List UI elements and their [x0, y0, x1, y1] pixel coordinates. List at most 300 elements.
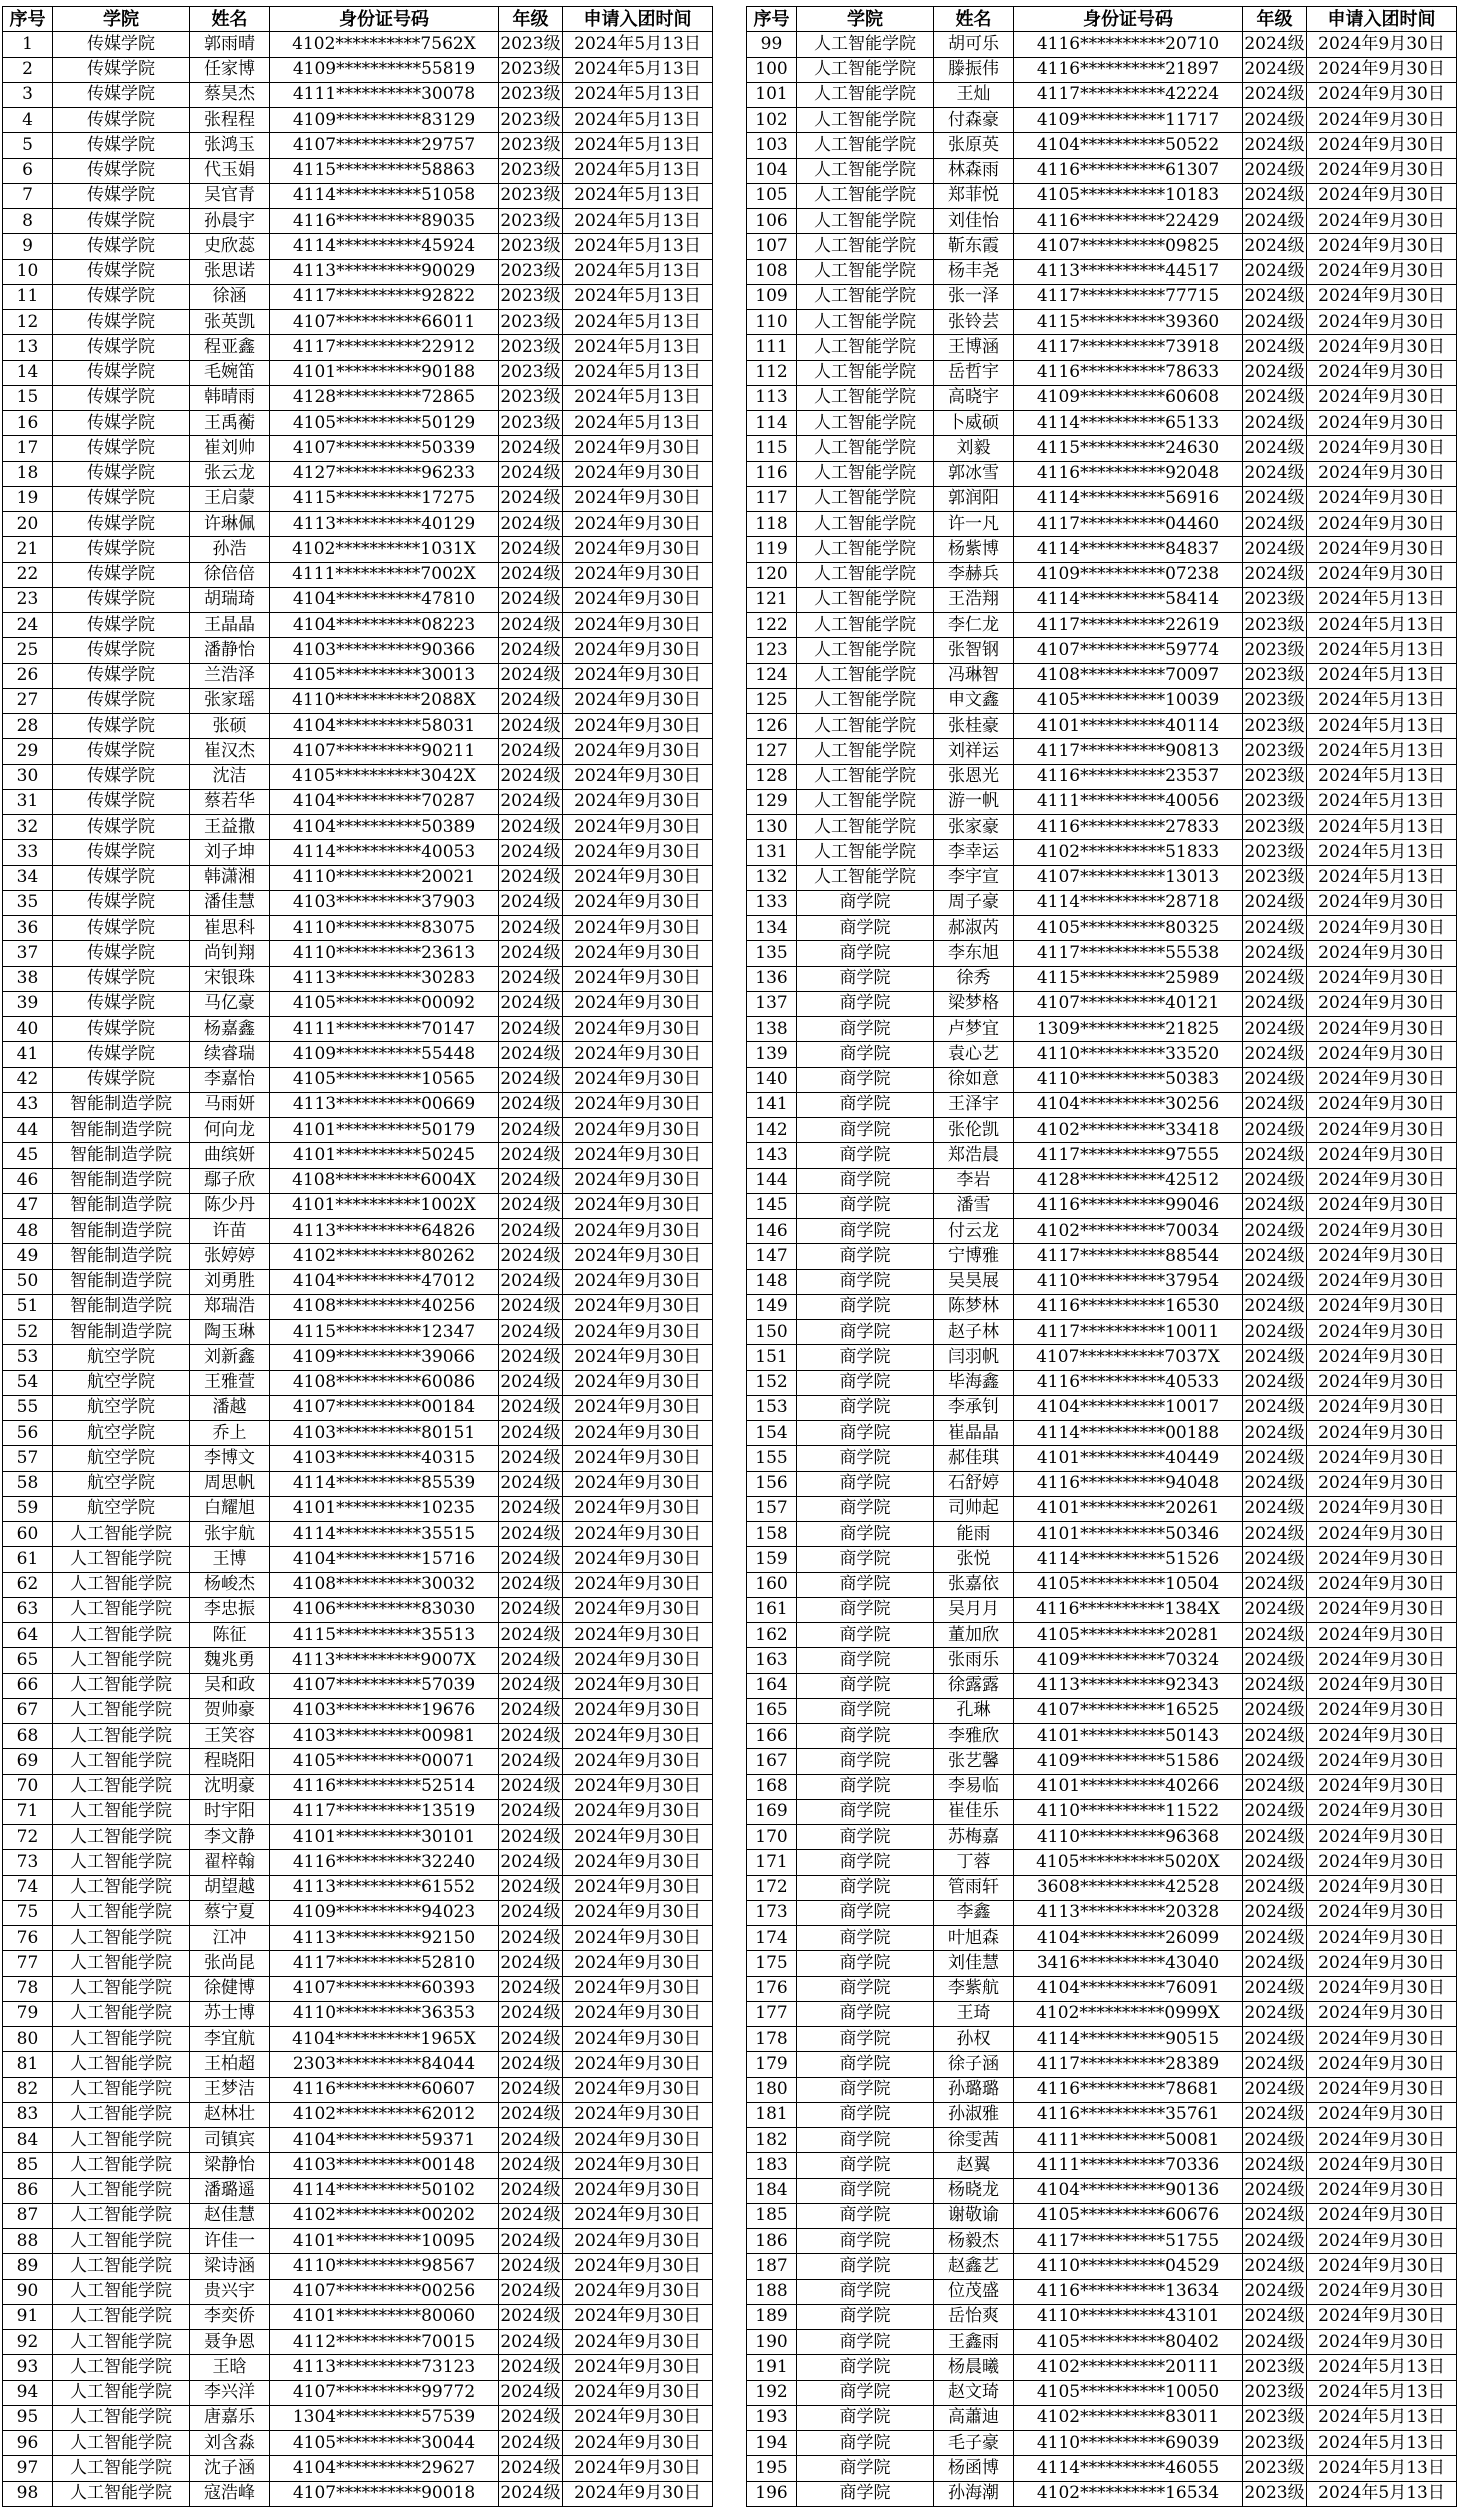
cell-apply-date: 2024年5月13日 — [1307, 638, 1457, 663]
cell-name: 李东旭 — [934, 941, 1014, 966]
cell-college: 传媒学院 — [53, 991, 190, 1016]
cell-grade: 2024级 — [499, 1648, 563, 1673]
cell-college: 人工智能学院 — [53, 2380, 190, 2405]
cell-grade: 2024级 — [499, 966, 563, 991]
cell-serial: 39 — [3, 991, 53, 1016]
cell-college: 商学院 — [797, 941, 934, 966]
cell-serial: 14 — [3, 360, 53, 385]
table-row — [3, 865, 713, 890]
cell-grade: 2024级 — [499, 1623, 563, 1648]
cell-name: 程晓阳 — [190, 1749, 270, 1774]
cell-id-number: 4116**********13634 — [1014, 2279, 1243, 2304]
cell-id-number: 4101**********40114 — [1014, 714, 1243, 739]
cell-apply-date: 2024年5月13日 — [1307, 714, 1457, 739]
cell-id-number: 4116**********35761 — [1014, 2102, 1243, 2127]
cell-grade: 2023级 — [499, 57, 563, 82]
cell-apply-date: 2024年9月30日 — [563, 1900, 713, 1925]
cell-apply-date: 2024年9月30日 — [1307, 890, 1457, 915]
cell-college: 传媒学院 — [53, 108, 190, 133]
cell-grade: 2024级 — [499, 436, 563, 461]
table-row — [747, 1951, 1457, 1976]
cell-apply-date: 2024年9月30日 — [1307, 461, 1457, 486]
cell-grade: 2024级 — [1243, 486, 1307, 511]
cell-college: 商学院 — [797, 916, 934, 941]
header-serial: 序号 — [747, 7, 797, 32]
cell-id-number: 4127**********96233 — [270, 461, 499, 486]
cell-grade: 2024级 — [499, 1471, 563, 1496]
table-row — [3, 1572, 713, 1597]
cell-name: 毛子豪 — [934, 2431, 1014, 2456]
table-row — [3, 2355, 713, 2380]
cell-serial: 190 — [747, 2330, 797, 2355]
cell-apply-date: 2024年9月30日 — [563, 1143, 713, 1168]
cell-name: 张雨乐 — [934, 1648, 1014, 1673]
cell-serial: 160 — [747, 1572, 797, 1597]
cell-name: 王雅萱 — [190, 1370, 270, 1395]
cell-apply-date: 2024年5月13日 — [1307, 840, 1457, 865]
cell-grade: 2024级 — [499, 1951, 563, 1976]
table-row — [3, 789, 713, 814]
cell-apply-date: 2024年9月30日 — [563, 764, 713, 789]
cell-id-number: 4113**********64826 — [270, 1219, 499, 1244]
cell-name: 孙晨宇 — [190, 209, 270, 234]
cell-college: 商学院 — [797, 1294, 934, 1319]
cell-grade: 2023级 — [499, 133, 563, 158]
cell-college: 人工智能学院 — [797, 865, 934, 890]
cell-serial: 179 — [747, 2052, 797, 2077]
cell-college: 人工智能学院 — [797, 284, 934, 309]
cell-grade: 2024级 — [1243, 512, 1307, 537]
cell-apply-date: 2024年9月30日 — [1307, 2178, 1457, 2203]
cell-name: 刘子坤 — [190, 840, 270, 865]
cell-apply-date: 2024年9月30日 — [1307, 2001, 1457, 2026]
table-row — [747, 1976, 1457, 2001]
cell-name: 袁心艺 — [934, 1042, 1014, 1067]
cell-apply-date: 2024年9月30日 — [563, 739, 713, 764]
cell-college: 人工智能学院 — [53, 1673, 190, 1698]
cell-serial: 25 — [3, 638, 53, 663]
cell-name: 梁静怡 — [190, 2153, 270, 2178]
cell-serial: 99 — [747, 32, 797, 57]
cell-grade: 2024级 — [499, 1572, 563, 1597]
cell-college: 商学院 — [797, 2304, 934, 2329]
cell-name: 冯琳智 — [934, 663, 1014, 688]
cell-id-number: 4113**********30283 — [270, 966, 499, 991]
cell-grade: 2024级 — [499, 587, 563, 612]
cell-id-number: 4109**********55448 — [270, 1042, 499, 1067]
cell-college: 商学院 — [797, 1067, 934, 1092]
table-row — [747, 2203, 1457, 2228]
cell-grade: 2023级 — [1243, 2405, 1307, 2430]
cell-name: 张艺馨 — [934, 1749, 1014, 1774]
table-row — [747, 486, 1457, 511]
cell-apply-date: 2024年5月13日 — [1307, 2355, 1457, 2380]
cell-apply-date: 2024年5月13日 — [563, 385, 713, 410]
cell-grade: 2024级 — [1243, 1749, 1307, 1774]
cell-serial: 166 — [747, 1724, 797, 1749]
cell-id-number: 4117**********42224 — [1014, 82, 1243, 107]
cell-id-number: 4114**********51526 — [1014, 1547, 1243, 1572]
cell-serial: 189 — [747, 2304, 797, 2329]
table-row — [3, 1471, 713, 1496]
cell-college: 人工智能学院 — [53, 2027, 190, 2052]
cell-name: 靳东霞 — [934, 234, 1014, 259]
table-row — [747, 1623, 1457, 1648]
cell-id-number: 4107**********00256 — [270, 2279, 499, 2304]
table-row — [3, 360, 713, 385]
cell-id-number: 4115**********17275 — [270, 486, 499, 511]
table-row — [747, 1320, 1457, 1345]
cell-grade: 2024级 — [499, 1698, 563, 1723]
cell-college: 人工智能学院 — [797, 512, 934, 537]
cell-name: 吴月月 — [934, 1597, 1014, 1622]
cell-serial: 192 — [747, 2380, 797, 2405]
cell-college: 航空学院 — [53, 1370, 190, 1395]
cell-serial: 165 — [747, 1698, 797, 1723]
cell-id-number: 4116**********23537 — [1014, 764, 1243, 789]
cell-apply-date: 2024年9月30日 — [563, 2405, 713, 2430]
table-row — [747, 916, 1457, 941]
cell-apply-date: 2024年9月30日 — [1307, 82, 1457, 107]
table-row — [3, 1597, 713, 1622]
cell-apply-date: 2024年9月30日 — [1307, 1698, 1457, 1723]
cell-serial: 7 — [3, 183, 53, 208]
cell-grade: 2024级 — [499, 941, 563, 966]
cell-serial: 118 — [747, 512, 797, 537]
cell-apply-date: 2024年9月30日 — [1307, 1320, 1457, 1345]
cell-name: 杨晨曦 — [934, 2355, 1014, 2380]
cell-college: 商学院 — [797, 1522, 934, 1547]
cell-serial: 149 — [747, 1294, 797, 1319]
table-row — [3, 2128, 713, 2153]
cell-college: 传媒学院 — [53, 739, 190, 764]
table-row — [3, 310, 713, 335]
cell-grade: 2024级 — [1243, 1446, 1307, 1471]
cell-id-number: 4110**********23613 — [270, 941, 499, 966]
cell-grade: 2024级 — [1243, 2077, 1307, 2102]
cell-id-number: 4107**********60393 — [270, 1976, 499, 2001]
cell-serial: 13 — [3, 335, 53, 360]
table-row — [747, 1244, 1457, 1269]
cell-grade: 2024级 — [1243, 335, 1307, 360]
table-row — [747, 1193, 1457, 1218]
cell-college: 航空学院 — [53, 1395, 190, 1420]
cell-college: 人工智能学院 — [797, 461, 934, 486]
cell-apply-date: 2024年9月30日 — [563, 2027, 713, 2052]
table-row — [747, 1496, 1457, 1521]
cell-apply-date: 2024年9月30日 — [563, 2153, 713, 2178]
cell-grade: 2024级 — [499, 2330, 563, 2355]
cell-apply-date: 2024年9月30日 — [1307, 209, 1457, 234]
cell-apply-date: 2024年9月30日 — [563, 2128, 713, 2153]
table-row — [3, 385, 713, 410]
cell-name: 郑菲悦 — [934, 183, 1014, 208]
cell-college: 人工智能学院 — [797, 663, 934, 688]
cell-grade: 2024级 — [499, 1017, 563, 1042]
cell-id-number: 4104**********08223 — [270, 613, 499, 638]
cell-college: 商学院 — [797, 1698, 934, 1723]
cell-grade: 2024级 — [1243, 1370, 1307, 1395]
table-row — [3, 2431, 713, 2456]
table-row — [747, 663, 1457, 688]
table-row — [747, 1219, 1457, 1244]
cell-grade: 2024级 — [499, 1976, 563, 2001]
cell-college: 商学院 — [797, 1219, 934, 1244]
cell-college: 航空学院 — [53, 1496, 190, 1521]
cell-id-number: 4104**********59371 — [270, 2128, 499, 2153]
cell-grade: 2024级 — [499, 663, 563, 688]
cell-apply-date: 2024年9月30日 — [1307, 1471, 1457, 1496]
header-college: 学院 — [53, 7, 190, 32]
cell-id-number: 4111**********50081 — [1014, 2128, 1243, 2153]
cell-name: 吴和政 — [190, 1673, 270, 1698]
cell-grade: 2024级 — [1243, 2001, 1307, 2026]
cell-id-number: 4117**********77715 — [1014, 284, 1243, 309]
cell-apply-date: 2024年9月30日 — [563, 2178, 713, 2203]
cell-college: 人工智能学院 — [53, 2481, 190, 2506]
cell-apply-date: 2024年9月30日 — [563, 2077, 713, 2102]
cell-serial: 42 — [3, 1067, 53, 1092]
cell-grade: 2024级 — [499, 2077, 563, 2102]
cell-grade: 2024级 — [1243, 1698, 1307, 1723]
cell-name: 王晶晶 — [190, 613, 270, 638]
cell-apply-date: 2024年9月30日 — [563, 1724, 713, 1749]
table-row — [747, 966, 1457, 991]
cell-apply-date: 2024年9月30日 — [1307, 1244, 1457, 1269]
cell-id-number: 4116**********1384X — [1014, 1597, 1243, 1622]
cell-name: 管雨轩 — [934, 1875, 1014, 1900]
cell-name: 刘祥运 — [934, 739, 1014, 764]
cell-name: 申文鑫 — [934, 688, 1014, 713]
cell-id-number: 4113**********92343 — [1014, 1673, 1243, 1698]
cell-name: 王鑫雨 — [934, 2330, 1014, 2355]
cell-serial: 46 — [3, 1168, 53, 1193]
cell-id-number: 4116**********92048 — [1014, 461, 1243, 486]
table-row — [3, 1042, 713, 1067]
cell-college: 人工智能学院 — [797, 840, 934, 865]
cell-college: 传媒学院 — [53, 32, 190, 57]
cell-college: 传媒学院 — [53, 562, 190, 587]
cell-grade: 2024级 — [1243, 1042, 1307, 1067]
cell-id-number: 4107**********00184 — [270, 1395, 499, 1420]
cell-apply-date: 2024年9月30日 — [1307, 360, 1457, 385]
cell-college: 商学院 — [797, 2001, 934, 2026]
cell-college: 商学院 — [797, 1572, 934, 1597]
cell-serial: 146 — [747, 1219, 797, 1244]
cell-apply-date: 2024年9月30日 — [563, 840, 713, 865]
cell-apply-date: 2024年9月30日 — [563, 1623, 713, 1648]
cell-grade: 2024级 — [499, 2128, 563, 2153]
cell-grade: 2024级 — [499, 1825, 563, 1850]
cell-apply-date: 2024年9月30日 — [563, 1850, 713, 1875]
cell-id-number: 4107**********13013 — [1014, 865, 1243, 890]
cell-name: 张铃芸 — [934, 310, 1014, 335]
cell-college: 人工智能学院 — [797, 310, 934, 335]
cell-apply-date: 2024年9月30日 — [1307, 385, 1457, 410]
table-row — [3, 108, 713, 133]
cell-serial: 157 — [747, 1496, 797, 1521]
cell-name: 岳怡爽 — [934, 2304, 1014, 2329]
cell-apply-date: 2024年9月30日 — [1307, 57, 1457, 82]
cell-name: 司帅起 — [934, 1496, 1014, 1521]
cell-grade: 2024级 — [499, 1294, 563, 1319]
cell-grade: 2023级 — [499, 259, 563, 284]
table-row — [747, 461, 1457, 486]
cell-college: 人工智能学院 — [797, 234, 934, 259]
cell-name: 叶旭森 — [934, 1926, 1014, 1951]
cell-grade: 2024级 — [499, 890, 563, 915]
table-row — [747, 209, 1457, 234]
table-row — [747, 1143, 1457, 1168]
cell-college: 人工智能学院 — [797, 335, 934, 360]
cell-name: 张婷婷 — [190, 1244, 270, 1269]
table-row — [747, 2001, 1457, 2026]
cell-id-number: 4116**********78681 — [1014, 2077, 1243, 2102]
table-row — [747, 688, 1457, 713]
cell-name: 张悦 — [934, 1547, 1014, 1572]
cell-college: 商学院 — [797, 2128, 934, 2153]
cell-name: 王泽宇 — [934, 1092, 1014, 1117]
cell-id-number: 4115**********25989 — [1014, 966, 1243, 991]
cell-serial: 187 — [747, 2254, 797, 2279]
cell-serial: 74 — [3, 1875, 53, 1900]
cell-college: 商学院 — [797, 1749, 934, 1774]
cell-grade: 2024级 — [499, 2405, 563, 2430]
cell-apply-date: 2024年9月30日 — [563, 1522, 713, 1547]
cell-apply-date: 2024年9月30日 — [563, 1698, 713, 1723]
cell-id-number: 4117**********22912 — [270, 335, 499, 360]
cell-apply-date: 2024年9月30日 — [1307, 2128, 1457, 2153]
cell-id-number: 4116**********99046 — [1014, 1193, 1243, 1218]
header-row — [3, 7, 713, 32]
cell-serial: 164 — [747, 1673, 797, 1698]
cell-apply-date: 2024年9月30日 — [563, 587, 713, 612]
cell-apply-date: 2024年9月30日 — [563, 688, 713, 713]
cell-serial: 104 — [747, 158, 797, 183]
cell-serial: 154 — [747, 1421, 797, 1446]
table-row — [747, 183, 1457, 208]
cell-grade: 2024级 — [1243, 1320, 1307, 1345]
cell-college: 商学院 — [797, 2481, 934, 2506]
cell-id-number: 4101**********10235 — [270, 1496, 499, 1521]
table-row — [747, 2128, 1457, 2153]
cell-serial: 93 — [3, 2355, 53, 2380]
cell-apply-date: 2024年5月13日 — [563, 360, 713, 385]
table-row — [747, 2481, 1457, 2506]
cell-id-number: 4105**********00071 — [270, 1749, 499, 1774]
cell-name: 鄢子欣 — [190, 1168, 270, 1193]
cell-college: 人工智能学院 — [53, 1648, 190, 1673]
cell-name: 滕振伟 — [934, 57, 1014, 82]
cell-serial: 91 — [3, 2304, 53, 2329]
cell-apply-date: 2024年5月13日 — [1307, 2431, 1457, 2456]
cell-grade: 2024级 — [1243, 108, 1307, 133]
cell-apply-date: 2024年9月30日 — [563, 2380, 713, 2405]
table-row — [3, 1951, 713, 1976]
cell-name: 郑瑞浩 — [190, 1294, 270, 1319]
cell-apply-date: 2024年9月30日 — [563, 1269, 713, 1294]
cell-college: 人工智能学院 — [797, 764, 934, 789]
cell-grade: 2024级 — [1243, 436, 1307, 461]
table-row — [3, 613, 713, 638]
table-row — [747, 2279, 1457, 2304]
cell-id-number: 4105**********10050 — [1014, 2380, 1243, 2405]
cell-name: 李仁龙 — [934, 613, 1014, 638]
cell-id-number: 4102**********7562X — [270, 32, 499, 57]
cell-college: 航空学院 — [53, 1471, 190, 1496]
cell-college: 商学院 — [797, 1623, 934, 1648]
table-row — [747, 991, 1457, 1016]
table-row — [3, 32, 713, 57]
table-row — [3, 2405, 713, 2430]
cell-college: 人工智能学院 — [797, 739, 934, 764]
cell-grade: 2024级 — [1243, 32, 1307, 57]
cell-college: 商学院 — [797, 1017, 934, 1042]
cell-apply-date: 2024年9月30日 — [563, 1926, 713, 1951]
table-row — [3, 1774, 713, 1799]
cell-college: 人工智能学院 — [797, 385, 934, 410]
cell-college: 智能制造学院 — [53, 1244, 190, 1269]
cell-apply-date: 2024年5月13日 — [563, 209, 713, 234]
cell-college: 商学院 — [797, 1446, 934, 1471]
cell-grade: 2024级 — [499, 638, 563, 663]
cell-grade: 2024级 — [499, 991, 563, 1016]
cell-grade: 2024级 — [1243, 1673, 1307, 1698]
cell-name: 乔上 — [190, 1421, 270, 1446]
table-row — [747, 2077, 1457, 2102]
cell-serial: 124 — [747, 663, 797, 688]
cell-id-number: 4103**********90366 — [270, 638, 499, 663]
cell-college: 人工智能学院 — [797, 613, 934, 638]
cell-name: 许琳佩 — [190, 512, 270, 537]
cell-name: 蔡若华 — [190, 789, 270, 814]
cell-serial: 116 — [747, 461, 797, 486]
cell-grade: 2023级 — [499, 310, 563, 335]
cell-name: 陶玉琳 — [190, 1320, 270, 1345]
cell-name: 潘雪 — [934, 1193, 1014, 1218]
cell-college: 人工智能学院 — [53, 1698, 190, 1723]
cell-grade: 2024级 — [1243, 1118, 1307, 1143]
table-row — [3, 1118, 713, 1143]
cell-serial: 30 — [3, 764, 53, 789]
cell-serial: 8 — [3, 209, 53, 234]
cell-id-number: 4105**********10039 — [1014, 688, 1243, 713]
table-row — [747, 1749, 1457, 1774]
cell-name: 孔琳 — [934, 1698, 1014, 1723]
cell-id-number: 4117**********92822 — [270, 284, 499, 309]
cell-name: 沈子涵 — [190, 2456, 270, 2481]
cell-apply-date: 2024年9月30日 — [563, 2481, 713, 2506]
table-row — [3, 2203, 713, 2228]
cell-id-number: 4114**********00188 — [1014, 1421, 1243, 1446]
cell-serial: 105 — [747, 183, 797, 208]
cell-name: 杨毅杰 — [934, 2229, 1014, 2254]
cell-college: 人工智能学院 — [797, 486, 934, 511]
cell-id-number: 4106**********83030 — [270, 1597, 499, 1622]
cell-name: 张宇航 — [190, 1522, 270, 1547]
cell-name: 江冲 — [190, 1926, 270, 1951]
cell-serial: 35 — [3, 890, 53, 915]
table-row — [747, 1370, 1457, 1395]
cell-id-number: 4103**********40315 — [270, 1446, 499, 1471]
header-grade: 年级 — [499, 7, 563, 32]
cell-name: 李紫航 — [934, 1976, 1014, 2001]
cell-name: 张原英 — [934, 133, 1014, 158]
cell-apply-date: 2024年9月30日 — [1307, 486, 1457, 511]
cell-apply-date: 2024年9月30日 — [563, 941, 713, 966]
cell-name: 张嘉依 — [934, 1572, 1014, 1597]
cell-grade: 2024级 — [1243, 360, 1307, 385]
